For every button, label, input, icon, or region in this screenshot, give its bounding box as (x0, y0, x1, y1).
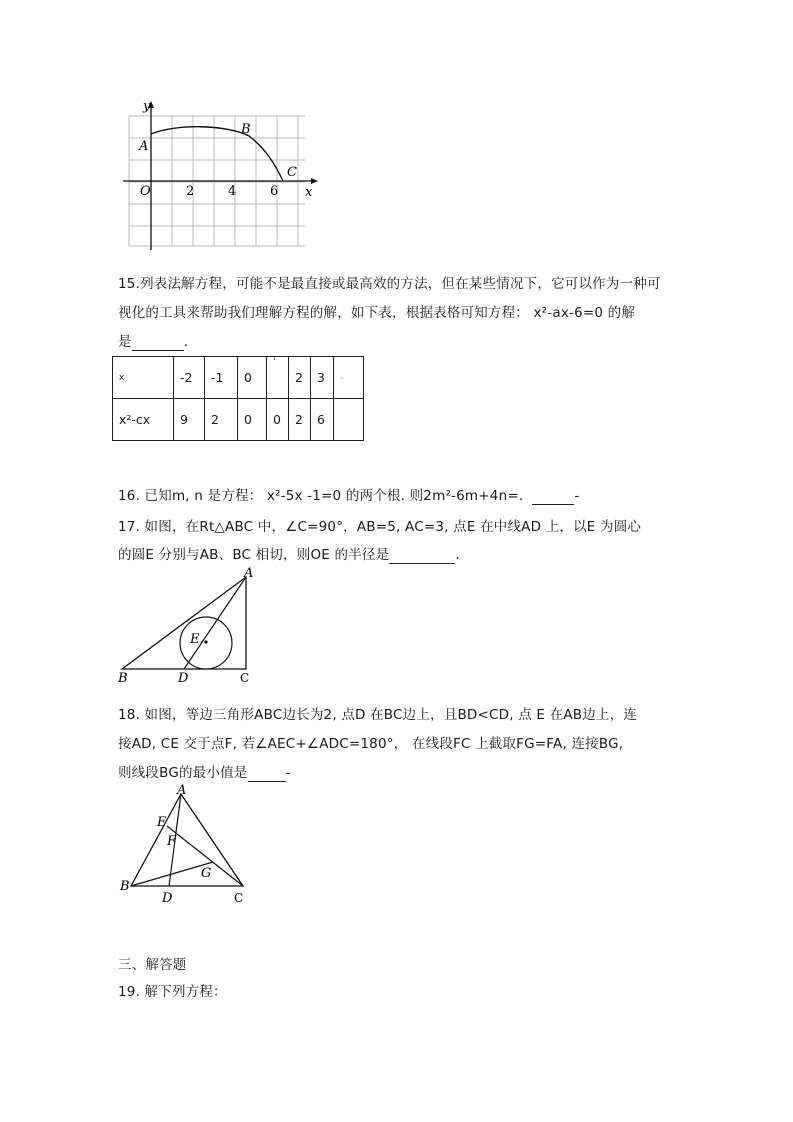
q18-line-3 (118, 761, 291, 782)
vertex-a-label: A (244, 566, 254, 581)
answer-blank (248, 765, 286, 782)
equilateral-triangle-figure (115, 782, 265, 907)
point-e-label: E. (190, 632, 204, 647)
x-axis-label: x (305, 185, 313, 200)
table-cell: 9 (174, 399, 205, 441)
q16-text: 16. 已知m, n 是方程： x²-5x -1=0 的两个根. 则2m²-6m+4n=. (118, 488, 524, 504)
table-cell: 6 (311, 399, 334, 441)
table-cell: 0 (267, 399, 289, 441)
table-cell: 3 (311, 357, 334, 399)
y-axis-label: y (143, 99, 151, 114)
section-title: 三、解答题 (118, 957, 187, 973)
vertex-b-label: B (118, 671, 128, 685)
tick-label: 4 (228, 184, 237, 199)
point-f-label: F (167, 834, 177, 849)
q18-prefix: 则线段BG的最小值是 (118, 765, 248, 781)
q15-line-2: 视化的工具来帮助我们理解方程的解，如下表，根据表格可知方程： x²-ax-6=0 的解 (118, 305, 636, 321)
answer-blank (132, 334, 184, 351)
point-d-label: D (162, 891, 173, 906)
vertex-a-label: A (177, 783, 187, 798)
table-row (113, 399, 364, 441)
table-cell: -2 (174, 357, 205, 399)
table-cell: x²-cx (113, 399, 174, 441)
q19-line: 19. 解下列方程： (118, 984, 227, 1000)
table-cell: -1 (205, 357, 238, 399)
tick-label: 2 (186, 184, 195, 199)
tick-label: 6 (270, 184, 279, 199)
q17-suffix: . (455, 547, 460, 563)
q15-line-1: 15.列表法解方程，可能不是最直接或最高效的方法，但在某些情况下，它可以作为一种可 (118, 276, 661, 292)
right-triangle-figure (112, 565, 272, 685)
q15-line-3 (118, 330, 188, 351)
vertex-c-label: C (234, 891, 244, 905)
q18-line-2: 接AD, CE 交于点F, 若∠AEC+∠ADC=180°， 在线段FC 上截取FG=FA, 连接BG, (118, 736, 624, 752)
point-c-label: C (287, 165, 297, 180)
vertex-b-label: B (120, 879, 130, 894)
point-d-label: D (178, 671, 189, 685)
coordinate-graph (115, 96, 325, 256)
table-cell: 0 (238, 399, 267, 441)
table-cell: - (334, 357, 364, 399)
table-cell: 2 (289, 357, 311, 399)
table-cell (334, 399, 364, 441)
q17-line-1: 17. 如图，在Rt△ABC 中，∠C=90°，AB=5, AC=3, 点E 在中线AD 上，以E 为圆心 (118, 519, 642, 535)
q18-line-1: 18. 如图，等边三角形ABC边长为2, 点D 在BC边上，且BD<CD, 点 E 在AB边上，连 (118, 707, 638, 723)
q17-prefix: 的圆E 分别与AB、BC 相切，则OE 的半径是 (118, 547, 390, 563)
table-row (113, 357, 364, 399)
q18-suffix: - (285, 765, 291, 781)
q16-suffix: - (574, 488, 580, 504)
q15-suffix: . (183, 334, 189, 350)
origin-label: O (140, 184, 151, 199)
point-b-label: B (241, 122, 251, 137)
answer-blank (532, 488, 574, 505)
q16-line (118, 484, 579, 505)
answer-blank (389, 547, 455, 564)
table-cell: 0 (238, 357, 267, 399)
point-e-label: E (157, 815, 167, 830)
q17-line-2 (118, 543, 460, 564)
table-cell: ' (267, 357, 289, 399)
point-a-label: A (139, 139, 149, 154)
table-cell: 2 (205, 399, 238, 441)
table-cell: 2 (289, 399, 311, 441)
vertex-c-label: C (240, 671, 250, 685)
q15-prefix: 是 (118, 334, 132, 350)
value-table (112, 356, 364, 441)
point-g-label: G (201, 866, 212, 881)
table-cell: x (113, 357, 174, 399)
